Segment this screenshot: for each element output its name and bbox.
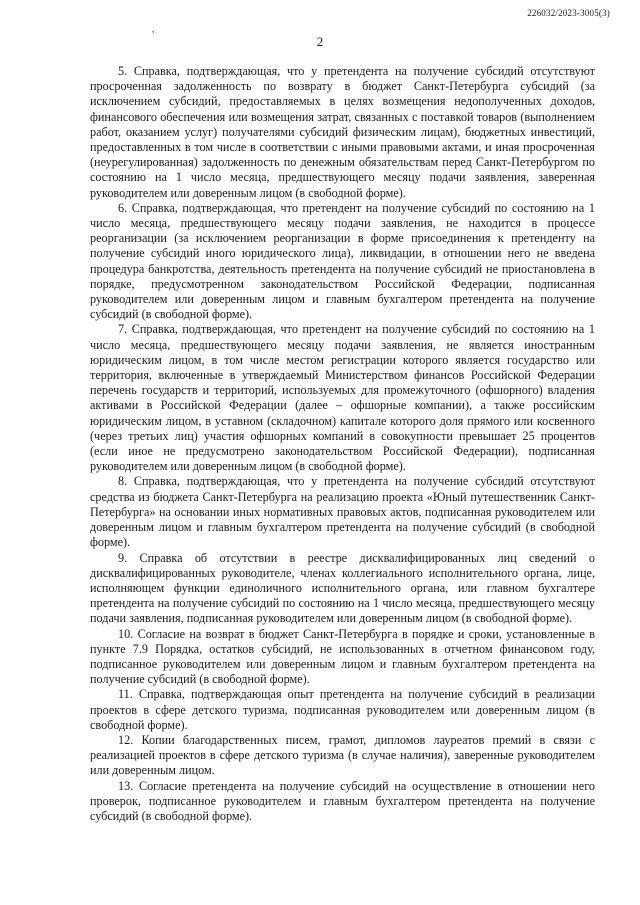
document-body <box>90 64 595 824</box>
list-item-13: 13. Согласие претендента на получение субсидий на осуществление в отношении него проверок, подписанное руководителем и главным бухгалтером претендента на получение субсидий (в свободной форме). <box>90 778 595 823</box>
stray-mark: , <box>152 24 155 34</box>
list-item-5: 5. Справка, подтверждающая, что у претендента на получение субсидий отсутствуют просроченная задолженность по возврату в бюджет Санкт-Петербурга субсидий (за исключением субсидий, предоставляемых в целях возмещения недополученных доходов, финансового обеспечения или возмещения затрат, связанных с поставкой товаров (выполнением работ, оказанием услуг) получателями субсидий физическим лицам), бюджетных инвестиций, предоставленных в том числе в соответствии с иными правовыми актами, и иная просроченная (неурегулированная) задолженность по денежным обязательствам перед Санкт-Петербургом по состоянию на 1 число месяца, предшествующего месяцу подачи заявления, заверенная руководителем или доверенным лицом (в свободной форме). <box>90 64 595 200</box>
list-item-11: 11. Справка, подтверждающая опыт претендента на получение субсидий в реализации проектов в сфере детского туризма, подписанная руководителем или доверенным лицом (в свободной форме). <box>90 687 595 732</box>
page-number: 2 <box>316 34 324 49</box>
list-item-9: 9. Справка об отсутствии в реестре дисквалифицированных лиц сведений о дисквалифицированных руководителе, членах коллегиального исполнительного органа, лице, исполняющем функции единоличного исполнительного органа, или главном бухгалтере претендента на получение субсидий по состоянию на 1 число месяца, предшествующего месяцу подачи заявления, подписанная руководителем или доверенным лицом (в свободной форме). <box>90 550 595 626</box>
list-item-6: 6. Справка, подтверждающая, что претендент на получение субсидий по состоянию на 1 число месяца, предшествующего месяцу подачи заявления, не находится в процессе реорганизации (за исключением реорганизации в форме присоединения к претенденту на получение субсидий иного юридического лица), ликвидации, в отношении него не введена процедура банкротства, деятельность претендента на получение субсидий не приостановлена в порядке, предусмотренном законодательством Российской Федерации, подписанная руководителем или доверенным лицом и главным бухгалтером претендента на получение субсидий (в свободной форме). <box>90 200 595 322</box>
list-item-8: 8. Справка, подтверждающая, что у претендента на получение субсидий отсутствуют средства из бюджета Санкт-Петербурга на реализацию проекта «Юный путешественник Санкт-Петербурга» на основании иных нормативных правовых актов, подписанная руководителем или доверенным лицом и главным бухгалтером претендента на получение субсидий (в свободной форме). <box>90 474 595 550</box>
list-item-7: 7. Справка, подтверждающая, что претендент на получение субсидий по состоянию на 1 число месяца, предшествующего месяцу подачи заявления, не является иностранным юридическим лицом, в том числе местом регистрации которого является государство или территория, включенные в утверждаемый Министерством финансов Российской Федерации перечень государств и территорий, используемых для промежуточного (офшорного) владения активами в Российской Федерации (далее – офшорные компании), а также российским юридическим лицом, в уставном (складочном) капитале которого доля прямого или косвенного (через третьих лиц) участия офшорных компаний в совокупности превышает 25 процентов (если иное не предусмотрено законодательством Российской Федерации), подписанная руководителем или доверенным лицом (в свободной форме). <box>90 322 595 474</box>
document-registration-code: 226032/2023-3005(3) <box>527 8 610 18</box>
list-item-10: 10. Согласие на возврат в бюджет Санкт-Петербурга в порядке и сроки, установленные в пункте 7.9 Порядка, остатков субсидий, не использованных в отчетном финансовом году, подписанное руководителем или доверенным лицом и главным бухгалтером претендента на получение субсидий (в свободной форме). <box>90 626 595 687</box>
list-item-12: 12. Копии благодарственных писем, грамот, дипломов лауреатов премий в связи с реализацией проектов в сфере детского туризма (в случае наличия), заверенные руководителем или доверенным лицом. <box>90 732 595 778</box>
